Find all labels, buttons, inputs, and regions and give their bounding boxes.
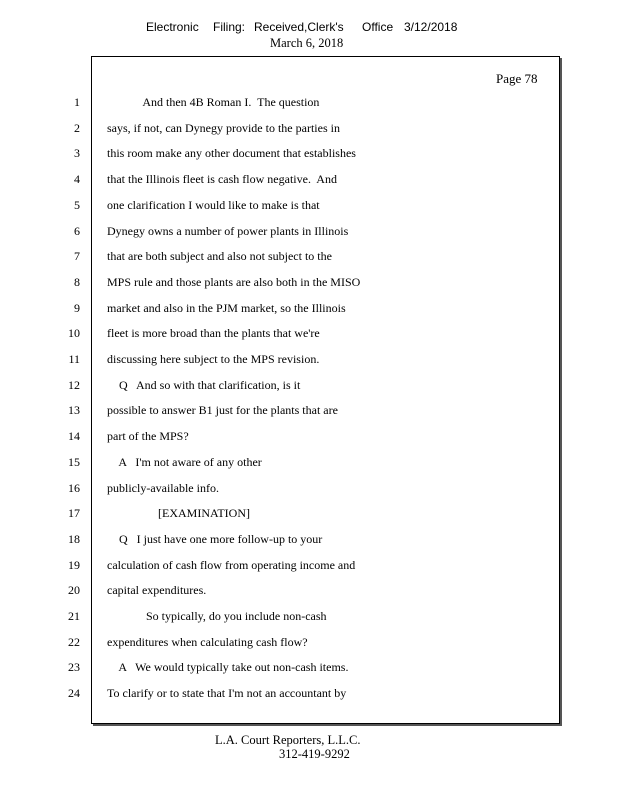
transcript-line: And then 4B Roman I. The question xyxy=(107,95,320,109)
line-number: 15 xyxy=(68,455,80,469)
transcript-line: that the Illinois fleet is cash flow negative. And xyxy=(107,172,337,186)
transcript-line: MPS rule and those plants are also both in the MISO xyxy=(107,275,361,289)
transcript-line: capital expenditures. xyxy=(107,583,207,597)
transcript-date: March 6, 2018 xyxy=(270,36,344,50)
line-number: 24 xyxy=(68,686,80,700)
transcript-line: Dynegy owns a number of power plants in Illinois xyxy=(107,224,349,238)
page-number: Page 78 xyxy=(496,71,538,86)
line-number: 2 xyxy=(74,121,80,135)
transcript-line: this room make any other document that establishes xyxy=(107,146,356,160)
transcript-line: says, if not, can Dynegy provide to the parties in xyxy=(107,121,340,135)
transcript-line: fleet is more broad than the plants that we're xyxy=(107,326,320,340)
filing-stamp-filing: Filing: xyxy=(213,20,246,34)
line-number: 5 xyxy=(74,198,80,212)
transcript-line: one clarification I would like to make is that xyxy=(107,198,320,212)
transcript-line: calculation of cash flow from operating income and xyxy=(107,558,356,572)
line-number: 13 xyxy=(68,403,80,417)
line-number: 10 xyxy=(68,326,80,340)
footer-company: L.A. Court Reporters, L.L.C. xyxy=(215,733,361,747)
line-number: 7 xyxy=(74,249,80,263)
line-number: 18 xyxy=(68,532,80,546)
line-number: 12 xyxy=(68,378,80,392)
line-number: 21 xyxy=(68,609,80,623)
transcript-line: To clarify or to state that I'm not an accountant by xyxy=(107,686,347,700)
line-number: 9 xyxy=(74,301,80,315)
transcript-line: part of the MPS? xyxy=(107,429,189,443)
transcript-line: So typically, do you include non-cash xyxy=(107,609,327,623)
transcript-line: A We would typically take out non-cash items. xyxy=(107,660,349,674)
transcript-line: discussing here subject to the MPS revision. xyxy=(107,352,320,366)
transcript-line: [EXAMINATION] xyxy=(107,506,250,520)
transcript-line: A I'm not aware of any other xyxy=(107,455,262,469)
transcript-line: possible to answer B1 just for the plants that are xyxy=(107,403,338,417)
transcript-line: Q And so with that clarification, is it xyxy=(107,378,301,392)
transcript-line: publicly-available info. xyxy=(107,481,219,495)
line-number: 14 xyxy=(68,429,80,443)
line-number: 19 xyxy=(68,558,80,572)
footer-phone: 312-419-9292 xyxy=(279,747,350,761)
line-number: 3 xyxy=(74,146,80,160)
transcript-line: market and also in the PJM market, so the Illinois xyxy=(107,301,346,315)
filing-stamp-received: Received,Clerk's xyxy=(254,20,344,34)
line-number: 8 xyxy=(74,275,80,289)
line-number: 16 xyxy=(68,481,80,495)
transcript-line: that are both subject and also not subject to the xyxy=(107,249,332,263)
filing-stamp xyxy=(0,20,618,36)
transcript-line: expenditures when calculating cash flow? xyxy=(107,635,308,649)
filing-stamp-date: 3/12/2018 xyxy=(404,20,458,34)
filing-stamp-electronic: Electronic xyxy=(146,20,199,34)
line-number: 4 xyxy=(74,172,80,186)
transcript-line: Q I just have one more follow-up to your xyxy=(107,532,323,546)
line-number: 22 xyxy=(68,635,80,649)
line-number: 1 xyxy=(74,95,80,109)
line-number: 11 xyxy=(68,352,80,366)
filing-stamp-office: Office xyxy=(362,20,394,34)
line-number: 20 xyxy=(68,583,80,597)
line-number: 17 xyxy=(68,506,80,520)
line-number: 6 xyxy=(74,224,80,238)
line-number: 23 xyxy=(68,660,80,674)
